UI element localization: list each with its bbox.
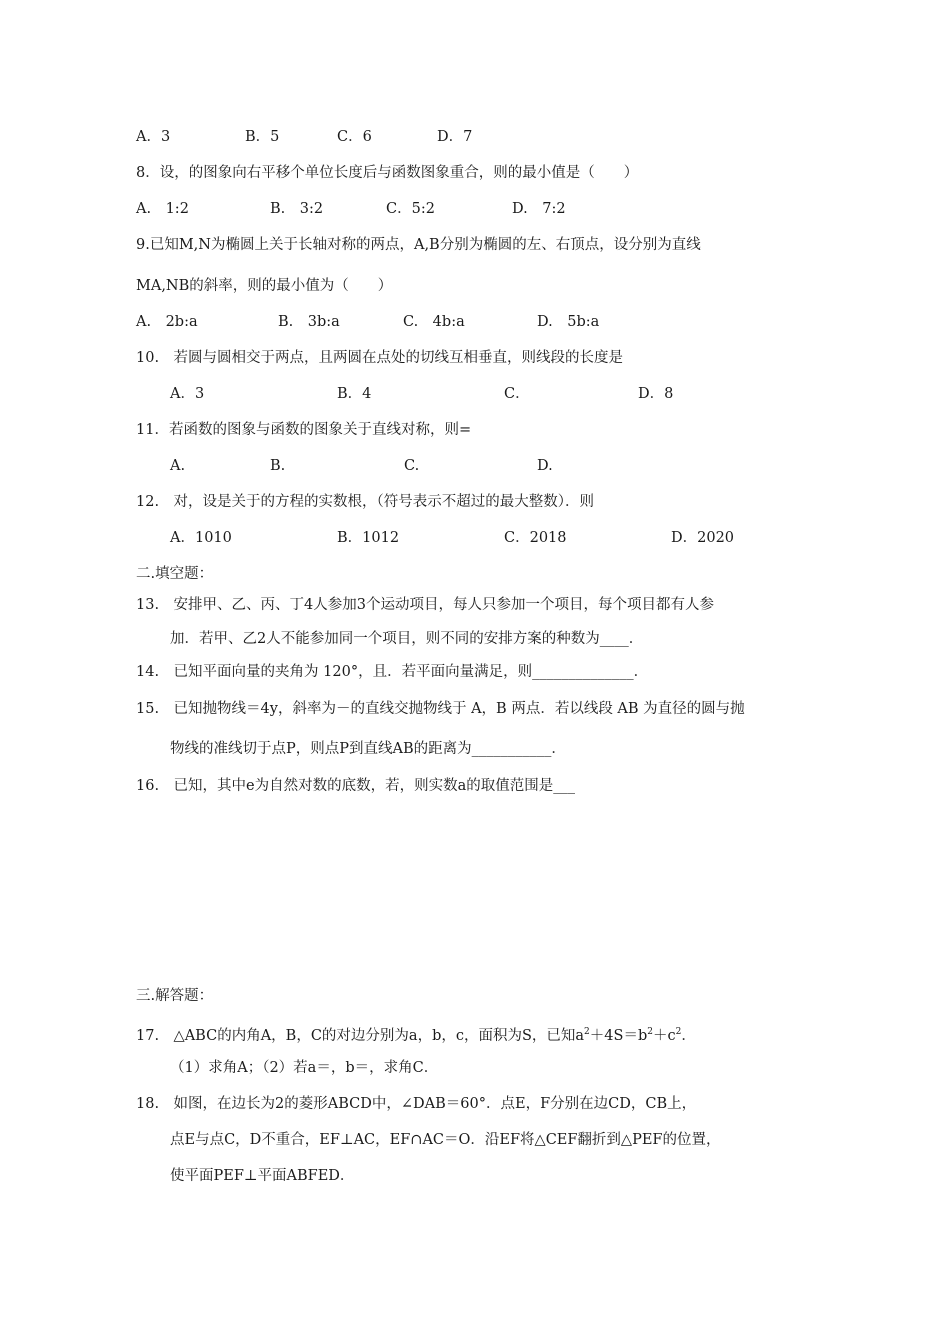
q17-line2: （1）求角A；（2）若a＝，b＝，求角C．: [170, 1060, 439, 1076]
q11-option-d: D.: [537, 458, 553, 474]
q7-option-a: A．3: [136, 129, 171, 145]
q12-stem: 12. 对，设是关于的方程的实数根，（符号表示不超过的最大整数）．则: [136, 494, 595, 510]
q11-option-c: C.: [404, 458, 420, 474]
q8-option-b: B. 3:2: [270, 201, 324, 217]
q18-line1: 18. 如图，在边长为2的菱形ABCD中，∠DAB＝60°．点E，F分别在边CD，CB上，: [136, 1096, 697, 1112]
q9-stem-line2: MA,NB的斜率，则的最小值为（ ）: [136, 278, 393, 294]
q9-option-a: A. 2b:a: [136, 314, 198, 330]
q10-option-b: B．4: [337, 386, 372, 402]
q17-superscript: 2: [647, 1027, 653, 1037]
q17-line1: 17. △ABC的内角A，B，C的对边分别为a，b，c，面积为S，已知$a^2+4S=b^2+c^2$．: [136, 1027, 696, 1044]
section-solutions-title: 三.解答题：: [136, 988, 214, 1004]
q10-option-a: A．3: [170, 386, 205, 402]
q9-option-d: D. 5b:a: [537, 314, 600, 330]
q17-superscript: 2: [675, 1027, 682, 1037]
q15-line1: 15. 已知抛物线＝4y，斜率为－的直线交抛物线于 A，B 两点．若以线段 AB 为直径的圆与抛: [136, 701, 745, 717]
q9-option-b: B. 3b:a: [278, 314, 340, 330]
q10-stem: 10. 若圆与圆相交于两点，且两圆在点处的切线互相垂直，则线段的长度是: [136, 350, 624, 366]
q9-option-c: C. 4b:a: [403, 314, 465, 330]
q15-line2: 物线的准线切于点P，则点P到直线AB的距离为___________．: [170, 741, 566, 757]
q12-option-b: B．1012: [337, 530, 400, 546]
q16-line1: 16. 已知，其中e为自然对数的底数，若，则实数a的取值范围是___: [136, 778, 576, 794]
q11-option-a: A.: [170, 458, 186, 474]
section-fill-in-title: 二.填空题：: [136, 566, 214, 582]
q10-option-d: D．8: [638, 386, 674, 402]
q12-option-c: C．2018: [504, 530, 567, 546]
q8-option-a: A. 1:2: [136, 201, 189, 217]
q18-line2: 点E与点C，D不重合，EF⊥AC，EF∩AC＝O．沿EF将△CEF翻折到△PEF的位置，: [170, 1132, 721, 1148]
q7-option-b: B．5: [245, 129, 280, 145]
q14-line1: 14. 已知平面向量的夹角为 120°，且．若平面向量满足，则______________．: [136, 664, 649, 680]
q11-option-b: B.: [270, 458, 286, 474]
q11-stem: 11．若函数的图象与函数的图象关于直线对称，则=: [136, 422, 472, 438]
q8-option-c: C．5:2: [386, 201, 435, 217]
q12-option-a: A．1010: [170, 530, 232, 546]
q9-stem-line1: 9.已知M,N为椭圆上关于长轴对称的两点，A,B分别为椭圆的左、右顶点，设分别为直线: [136, 237, 701, 253]
q8-option-d: D. 7:2: [512, 201, 566, 217]
q17-superscript: 2: [584, 1027, 590, 1037]
q10-option-c: C．: [504, 386, 530, 402]
q7-option-c: C．6: [337, 129, 372, 145]
q13-line2: 加．若甲、乙2人不能参加同一个项目，则不同的安排方案的种数为____．: [170, 631, 644, 647]
q18-line3: 使平面PEF⊥平面ABFED．: [170, 1168, 355, 1184]
q13-line1: 13. 安排甲、乙、丙、丁4人参加3个运动项目，每人只参加一个项目，每个项目都有人参: [136, 597, 715, 613]
q8-stem: 8．设，的图象向右平移个单位长度后与函数图象重合，则的最小值是（ ）: [136, 165, 639, 181]
q12-option-d: D．2020: [671, 530, 735, 546]
q7-option-d: D．7: [437, 129, 473, 145]
